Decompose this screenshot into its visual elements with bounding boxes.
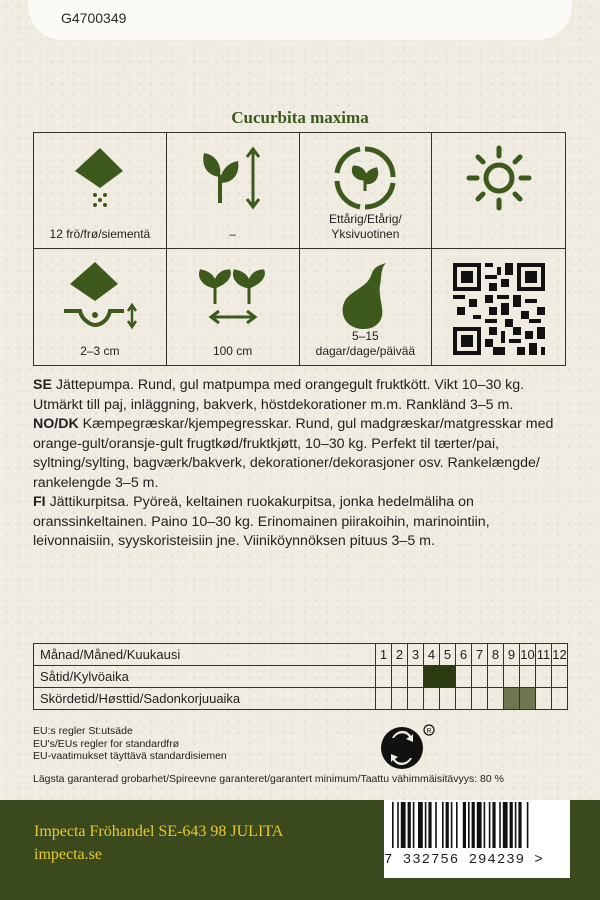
- month-cell: [440, 688, 456, 710]
- month-cell: [376, 666, 392, 688]
- calendar-row-label: Skördetid/Høsttid/Sadonkorjuuaika: [34, 688, 376, 710]
- barcode-bar: [428, 802, 431, 848]
- caption-plant-spacing: 100 cm: [212, 344, 253, 358]
- icon-grid: [33, 132, 566, 366]
- description-se: SE Jättepumpa. Rund, gul matpumpa med orangegult fruktkött. Vikt 10–30 kg. Utmärkt till paj, inläggning, bakverk, höstdekorationer m.m. Rankländ 3–5 m.: [33, 377, 525, 413]
- footer-text: [34, 820, 283, 866]
- month-cell: [520, 666, 536, 688]
- month-cell: [472, 688, 488, 710]
- cell-plant-height: [167, 133, 300, 249]
- barcode-bar: [413, 802, 415, 848]
- calendar-header-row: Månad/Måned/Kuukausi 1 2 3 4 5 6 7 8 9 10 11 12: [34, 644, 568, 666]
- cell-sowing-depth: [34, 249, 167, 365]
- month-cell: [392, 666, 408, 688]
- eu-regulations: EU:s regler St:utsäde EU's/EUs regler for standardfrø EU-vaatimukset täyttävä standardisiemen: [33, 725, 227, 762]
- germination-icon: [330, 259, 400, 334]
- cell-plant-spacing: [167, 249, 300, 365]
- month-cell: [456, 688, 472, 710]
- cell-sun: [432, 133, 565, 249]
- barcode-bar: [456, 802, 458, 848]
- calendar-row-sowing: [34, 666, 568, 688]
- barcode-bar: [401, 802, 406, 848]
- barcode-bar: [468, 802, 470, 848]
- month-cell: [488, 666, 504, 688]
- barcode-bar: [515, 802, 517, 848]
- barcode-bar: [435, 802, 437, 848]
- month-cell: [552, 688, 568, 710]
- barcode-bar: [451, 802, 453, 848]
- barcode-bar: [463, 802, 466, 848]
- caption-plant-height: –: [229, 227, 236, 241]
- barcode-bar: [527, 802, 529, 848]
- month-cell: [408, 688, 424, 710]
- month-cell: [440, 666, 456, 688]
- green-dot-recycle-icon: [380, 722, 440, 774]
- barcode-bar: [392, 802, 394, 848]
- month-cell: [472, 666, 488, 688]
- caption-sowing-depth: 2–3 cm: [80, 344, 120, 358]
- seed-packet-icon: [65, 143, 135, 213]
- germination-guarantee: Lägsta garanterad grobarhet/Spireevne garanteret/garantert minimum/Taattu vähimmäisitävyys: 80 %: [33, 773, 504, 785]
- month-cell: [424, 666, 440, 688]
- sowing-calendar: [33, 643, 568, 710]
- month-cell: [392, 688, 408, 710]
- barcode-bar: [446, 802, 449, 848]
- barcode-bar: [472, 802, 475, 848]
- barcode-bar: [418, 802, 423, 848]
- month-cell: [552, 666, 568, 688]
- svg-text:R: R: [426, 728, 432, 735]
- company-address: Impecta Fröhandel SE-643 98 JULITA: [34, 823, 284, 840]
- cell-qr: [432, 249, 565, 365]
- cell-lifecycle: [300, 133, 433, 249]
- calendar-header-label: Månad/Måned/Kuukausi: [34, 644, 376, 666]
- month-cell: [376, 688, 392, 710]
- barcode-bar: [408, 802, 411, 848]
- barcode-bar: [484, 802, 486, 848]
- cell-germination: [300, 249, 433, 365]
- month-cell: [504, 688, 520, 710]
- month-cell: [504, 666, 520, 688]
- latin-name: Cucurbita maxima: [231, 108, 369, 127]
- barcode-bars: [384, 800, 570, 850]
- description-block: [33, 376, 573, 552]
- barcode-bar: [499, 802, 501, 848]
- barcode-bar: [518, 802, 521, 848]
- sprout-height-icon: [198, 143, 268, 213]
- sku-code: G4700349: [61, 10, 127, 26]
- calendar-row-harvest: [34, 688, 568, 710]
- description-no-dk: NO/DK Kæmpegræskar/kjempegresskar. Rund, gul madgræskar/matgresskar med orange-gult/oransje-gult frugtkød/fruktkjøtt, 10–30 kg. Perfekt til tærter/pai, syltning/sylting, bagværk/bakverk, dekorationer/dekorasjoner osv. Rankelængde/ rankelengde 3–5 m.: [33, 416, 554, 491]
- caption-germination: 5–15 dagar/dage/päivää: [315, 329, 416, 358]
- month-cell: [536, 688, 552, 710]
- barcode-number: 7 332756 294239 >: [384, 852, 544, 868]
- month-cell: [408, 666, 424, 688]
- month-cell: [456, 666, 472, 688]
- sowing-depth-icon: [60, 259, 140, 334]
- caption-seed-count: 12 frö/frø/siementä: [49, 227, 151, 241]
- month-cell: [488, 688, 504, 710]
- barcode-bar: [477, 802, 482, 848]
- caption-lifecycle: Ettårig/Etårig/ Yksivuotinen: [329, 212, 402, 241]
- barcode-bar: [442, 802, 444, 848]
- month-cell: [536, 666, 552, 688]
- qr-code-icon[interactable]: [449, 259, 549, 359]
- cell-seed-count: [34, 133, 167, 249]
- company-website[interactable]: impecta.se: [34, 846, 102, 863]
- barcode-bar: [425, 802, 427, 848]
- month-cell: [424, 688, 440, 710]
- description-fi: FI Jättikurpitsa. Pyöreä, keltainen ruokakurpitsa, jonka hedelmäliha on oranssinkeltainen. Paino 10–30 kg. Erinomainen piirakoihin, marinointiin, leivonnaisiin, syyskoristeisiin jne. Viiniköynnöksen pituus 3–5 m.: [33, 494, 490, 549]
- barcode-bar: [489, 802, 491, 848]
- calendar-row-label: Såtid/Kylvöaika: [34, 666, 376, 688]
- barcode-bar: [503, 802, 508, 848]
- barcode-bar: [397, 802, 399, 848]
- plant-spacing-icon: [193, 259, 273, 334]
- month-cell: [520, 688, 536, 710]
- annual-cycle-icon: [330, 143, 400, 213]
- barcode-bar: [492, 802, 495, 848]
- barcode-bar: [510, 802, 513, 848]
- sun-icon: [464, 143, 534, 213]
